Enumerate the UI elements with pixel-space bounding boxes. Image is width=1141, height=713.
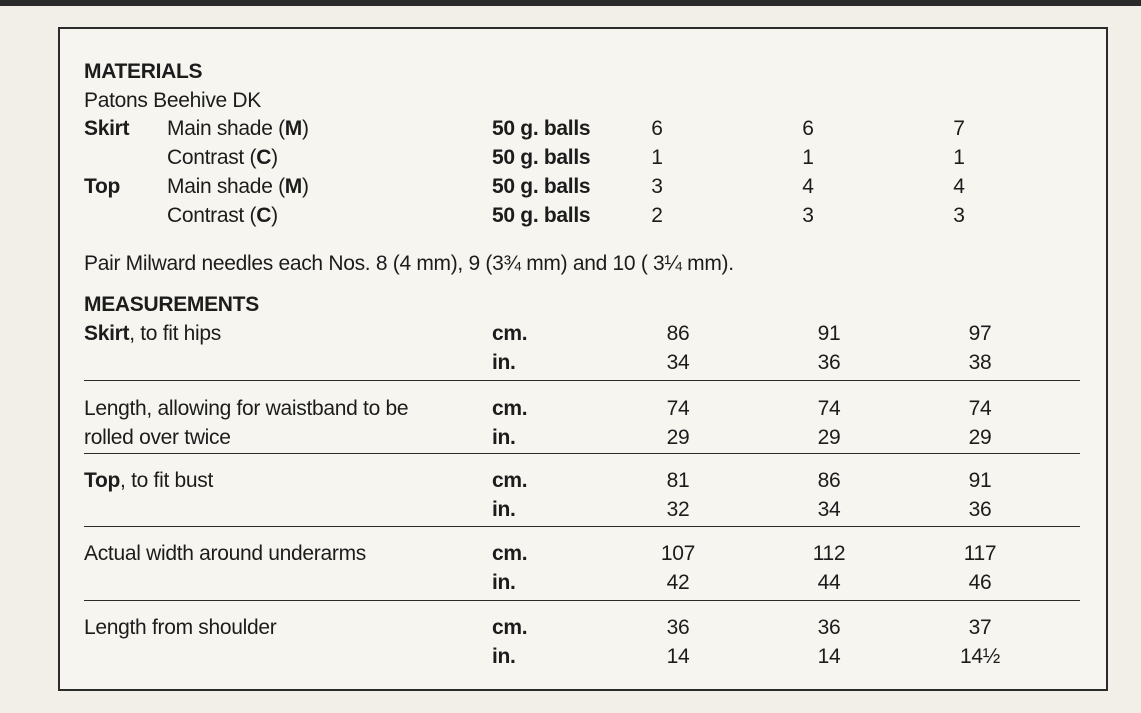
measurement-label: Top, to fit bust	[84, 469, 214, 492]
material-qty: 1	[953, 146, 965, 169]
material-unit: 50 g. balls	[492, 146, 591, 169]
material-qty: 3	[953, 204, 965, 227]
material-qty: 1	[651, 146, 663, 169]
measurement-value: 36	[817, 351, 841, 374]
measurement-value: 14½	[960, 645, 1000, 668]
unit-cm: cm.	[492, 397, 528, 420]
measurement-value: 74	[666, 397, 690, 420]
measurement-label-line2: rolled over twice	[84, 426, 231, 449]
unit-in: in.	[492, 426, 516, 449]
measurement-value: 81	[666, 469, 690, 492]
measurement-value: 37	[968, 616, 992, 639]
measurement-value: 36	[968, 498, 992, 521]
measurement-value: 74	[817, 397, 841, 420]
unit-cm: cm.	[492, 542, 528, 565]
measurement-label: Length, allowing for waistband to be	[84, 397, 409, 420]
measurement-value: 97	[968, 322, 992, 345]
material-qty: 2	[651, 204, 663, 227]
materials-heading: MATERIALS	[84, 60, 203, 83]
measurement-value: 36	[666, 616, 690, 639]
measurement-value: 42	[666, 571, 690, 594]
row-divider	[84, 600, 1080, 601]
materials-group-label: Top	[84, 175, 121, 198]
measurement-label: Skirt, to fit hips	[84, 322, 221, 345]
material-qty: 6	[802, 117, 814, 140]
measurement-value: 29	[817, 426, 841, 449]
material-qty: 6	[651, 117, 663, 140]
materials-group-label: Skirt	[84, 117, 130, 140]
measurement-value: 14	[666, 645, 690, 668]
unit-in: in.	[492, 498, 516, 521]
measurement-value: 29	[666, 426, 690, 449]
measurement-value: 44	[817, 571, 841, 594]
material-unit: 50 g. balls	[492, 204, 591, 227]
unit-cm: cm.	[492, 469, 528, 492]
measurement-value: 107	[660, 542, 696, 565]
needles-note: Pair Milward needles each Nos. 8 (4 mm), 9 (3¾ mm) and 10 ( 3¼ mm).	[84, 252, 734, 275]
measurement-value: 91	[968, 469, 992, 492]
measurement-label: Actual width around underarms	[84, 542, 366, 565]
yarn-name: Patons Beehive DK	[84, 89, 262, 112]
measurement-value: 36	[817, 616, 841, 639]
row-divider	[84, 526, 1080, 527]
material-qty: 4	[802, 175, 814, 198]
material-label: Contrast (C)	[167, 204, 278, 227]
material-unit: 50 g. balls	[492, 117, 591, 140]
material-unit: 50 g. balls	[492, 175, 591, 198]
measurements-heading: MEASUREMENTS	[84, 293, 259, 316]
material-label: Contrast (C)	[167, 146, 278, 169]
measurement-value: 91	[817, 322, 841, 345]
measurement-value: 74	[968, 397, 992, 420]
measurement-value: 32	[666, 498, 690, 521]
row-divider	[84, 453, 1080, 454]
measurement-value: 86	[666, 322, 690, 345]
material-qty: 3	[651, 175, 663, 198]
unit-in: in.	[492, 645, 516, 668]
material-qty: 3	[802, 204, 814, 227]
material-label: Main shade (M)	[167, 117, 309, 140]
unit-in: in.	[492, 351, 516, 374]
material-qty: 1	[802, 146, 814, 169]
unit-cm: cm.	[492, 616, 528, 639]
measurement-value: 112	[812, 542, 846, 565]
measurement-value: 117	[963, 542, 997, 565]
unit-cm: cm.	[492, 322, 528, 345]
material-qty: 7	[953, 117, 965, 140]
material-qty: 4	[953, 175, 965, 198]
material-label: Main shade (M)	[167, 175, 309, 198]
page-top-edge	[0, 0, 1141, 6]
measurement-value: 46	[968, 571, 992, 594]
measurement-value: 29	[968, 426, 992, 449]
unit-in: in.	[492, 571, 516, 594]
measurement-label: Length from shoulder	[84, 616, 277, 639]
measurement-value: 34	[817, 498, 841, 521]
measurement-value: 38	[968, 351, 992, 374]
measurement-value: 86	[817, 469, 841, 492]
measurement-value: 14	[817, 645, 841, 668]
row-divider	[84, 380, 1080, 381]
measurement-value: 34	[666, 351, 690, 374]
